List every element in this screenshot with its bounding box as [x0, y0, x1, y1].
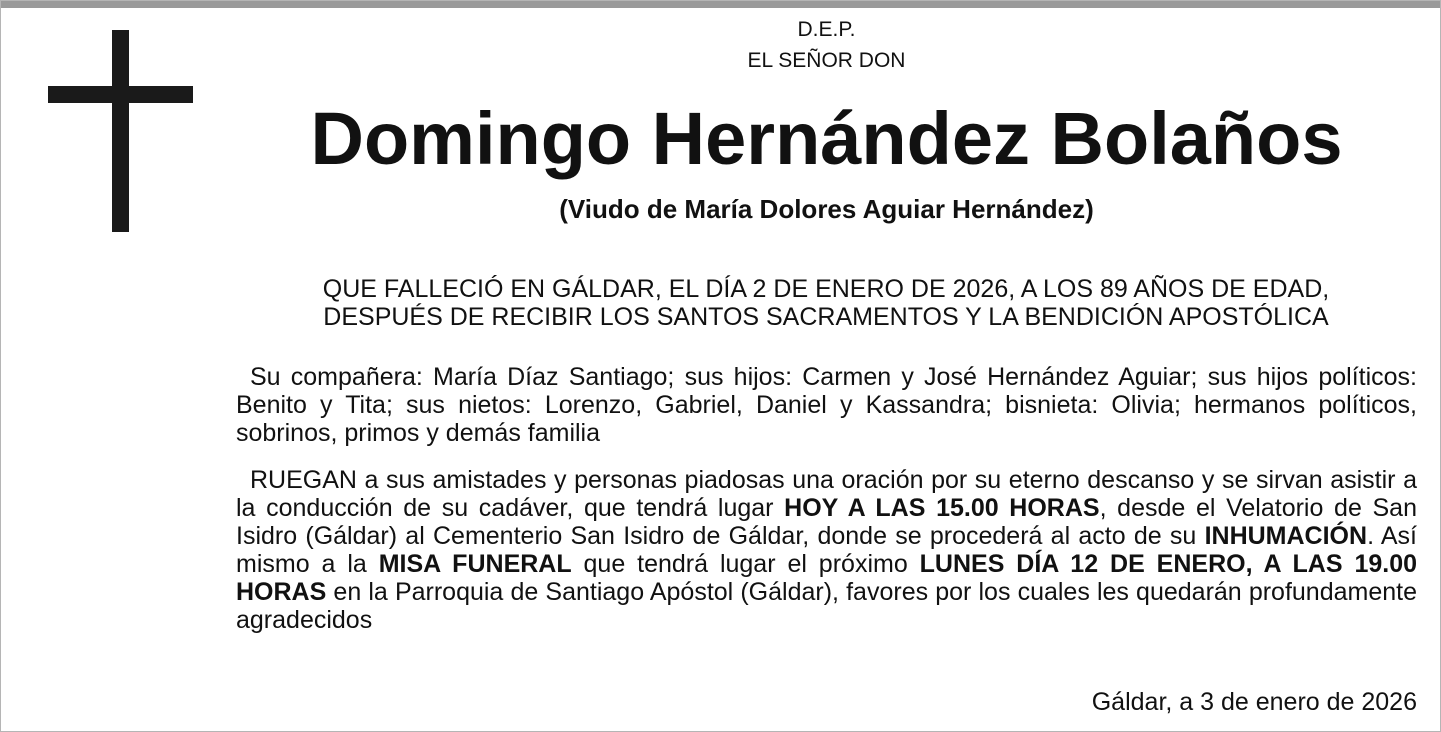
request-text-1: RUEGAN a sus amistades y personas piadosas una oración por su eterno descanso y se sirvan asistir a la conducción de su cadáver, que tendrá lugar	[236, 466, 1417, 522]
deceased-name: Domingo Hernández Bolaños	[310, 97, 1343, 180]
cross-horizontal-bar	[48, 86, 193, 103]
cross-vertical-bar	[112, 30, 129, 232]
death-notice	[270, 275, 1382, 331]
request-paragraph	[236, 466, 1417, 634]
request-text-3: . Así mismo a la	[236, 522, 1417, 578]
funeral-mass-label: MISA FUNERAL	[378, 550, 572, 578]
request-text-5: en la Parroquia de Santiago Apóstol (Gáldar), favores por los cuales les quedarán profundamente agradecidos	[236, 578, 1417, 634]
widower-subtitle: (Viudo de María Dolores Aguiar Hernández)	[559, 194, 1094, 224]
funeral-mass-time: LUNES DÍA 12 DE ENERO, A LAS 19.00 HORAS	[236, 550, 1417, 606]
title-line: EL SEÑOR DON	[747, 49, 906, 72]
place-date: Gáldar, a 3 de enero de 2026	[1091, 688, 1417, 716]
burial-time: HOY A LAS 15.00 HORAS	[784, 494, 1100, 522]
request-text-4: que tendrá lugar el próximo	[571, 550, 920, 578]
request-text-2: , desde el Velatorio de San Isidro (Gáldar) al Cementerio San Isidro de Gáldar, donde se procederá al acto de su	[236, 494, 1417, 550]
death-notice-line-1: QUE FALLECIÓ EN GÁLDAR, EL DÍA 2 DE ENERO DE 2026, A LOS 89 AÑOS DE EDAD,	[322, 275, 1330, 303]
dep-heading: D.E.P.	[797, 18, 856, 41]
family-paragraph: Su compañera: María Díaz Santiago; sus hijos: Carmen y José Hernández Aguiar; sus hijos políticos: Benito y Tita; sus nietos: Lorenzo, Gabriel, Daniel y Kassandra; bisnieta: Olivia; hermanos políticos, sobrinos, primos y demás familia	[236, 363, 1417, 447]
death-notice-line-2: DESPUÉS DE RECIBIR LOS SANTOS SACRAMENTOS Y LA BENDICIÓN APOSTÓLICA	[323, 303, 1329, 331]
cross-icon	[48, 30, 193, 232]
burial-label: INHUMACIÓN	[1204, 522, 1368, 550]
